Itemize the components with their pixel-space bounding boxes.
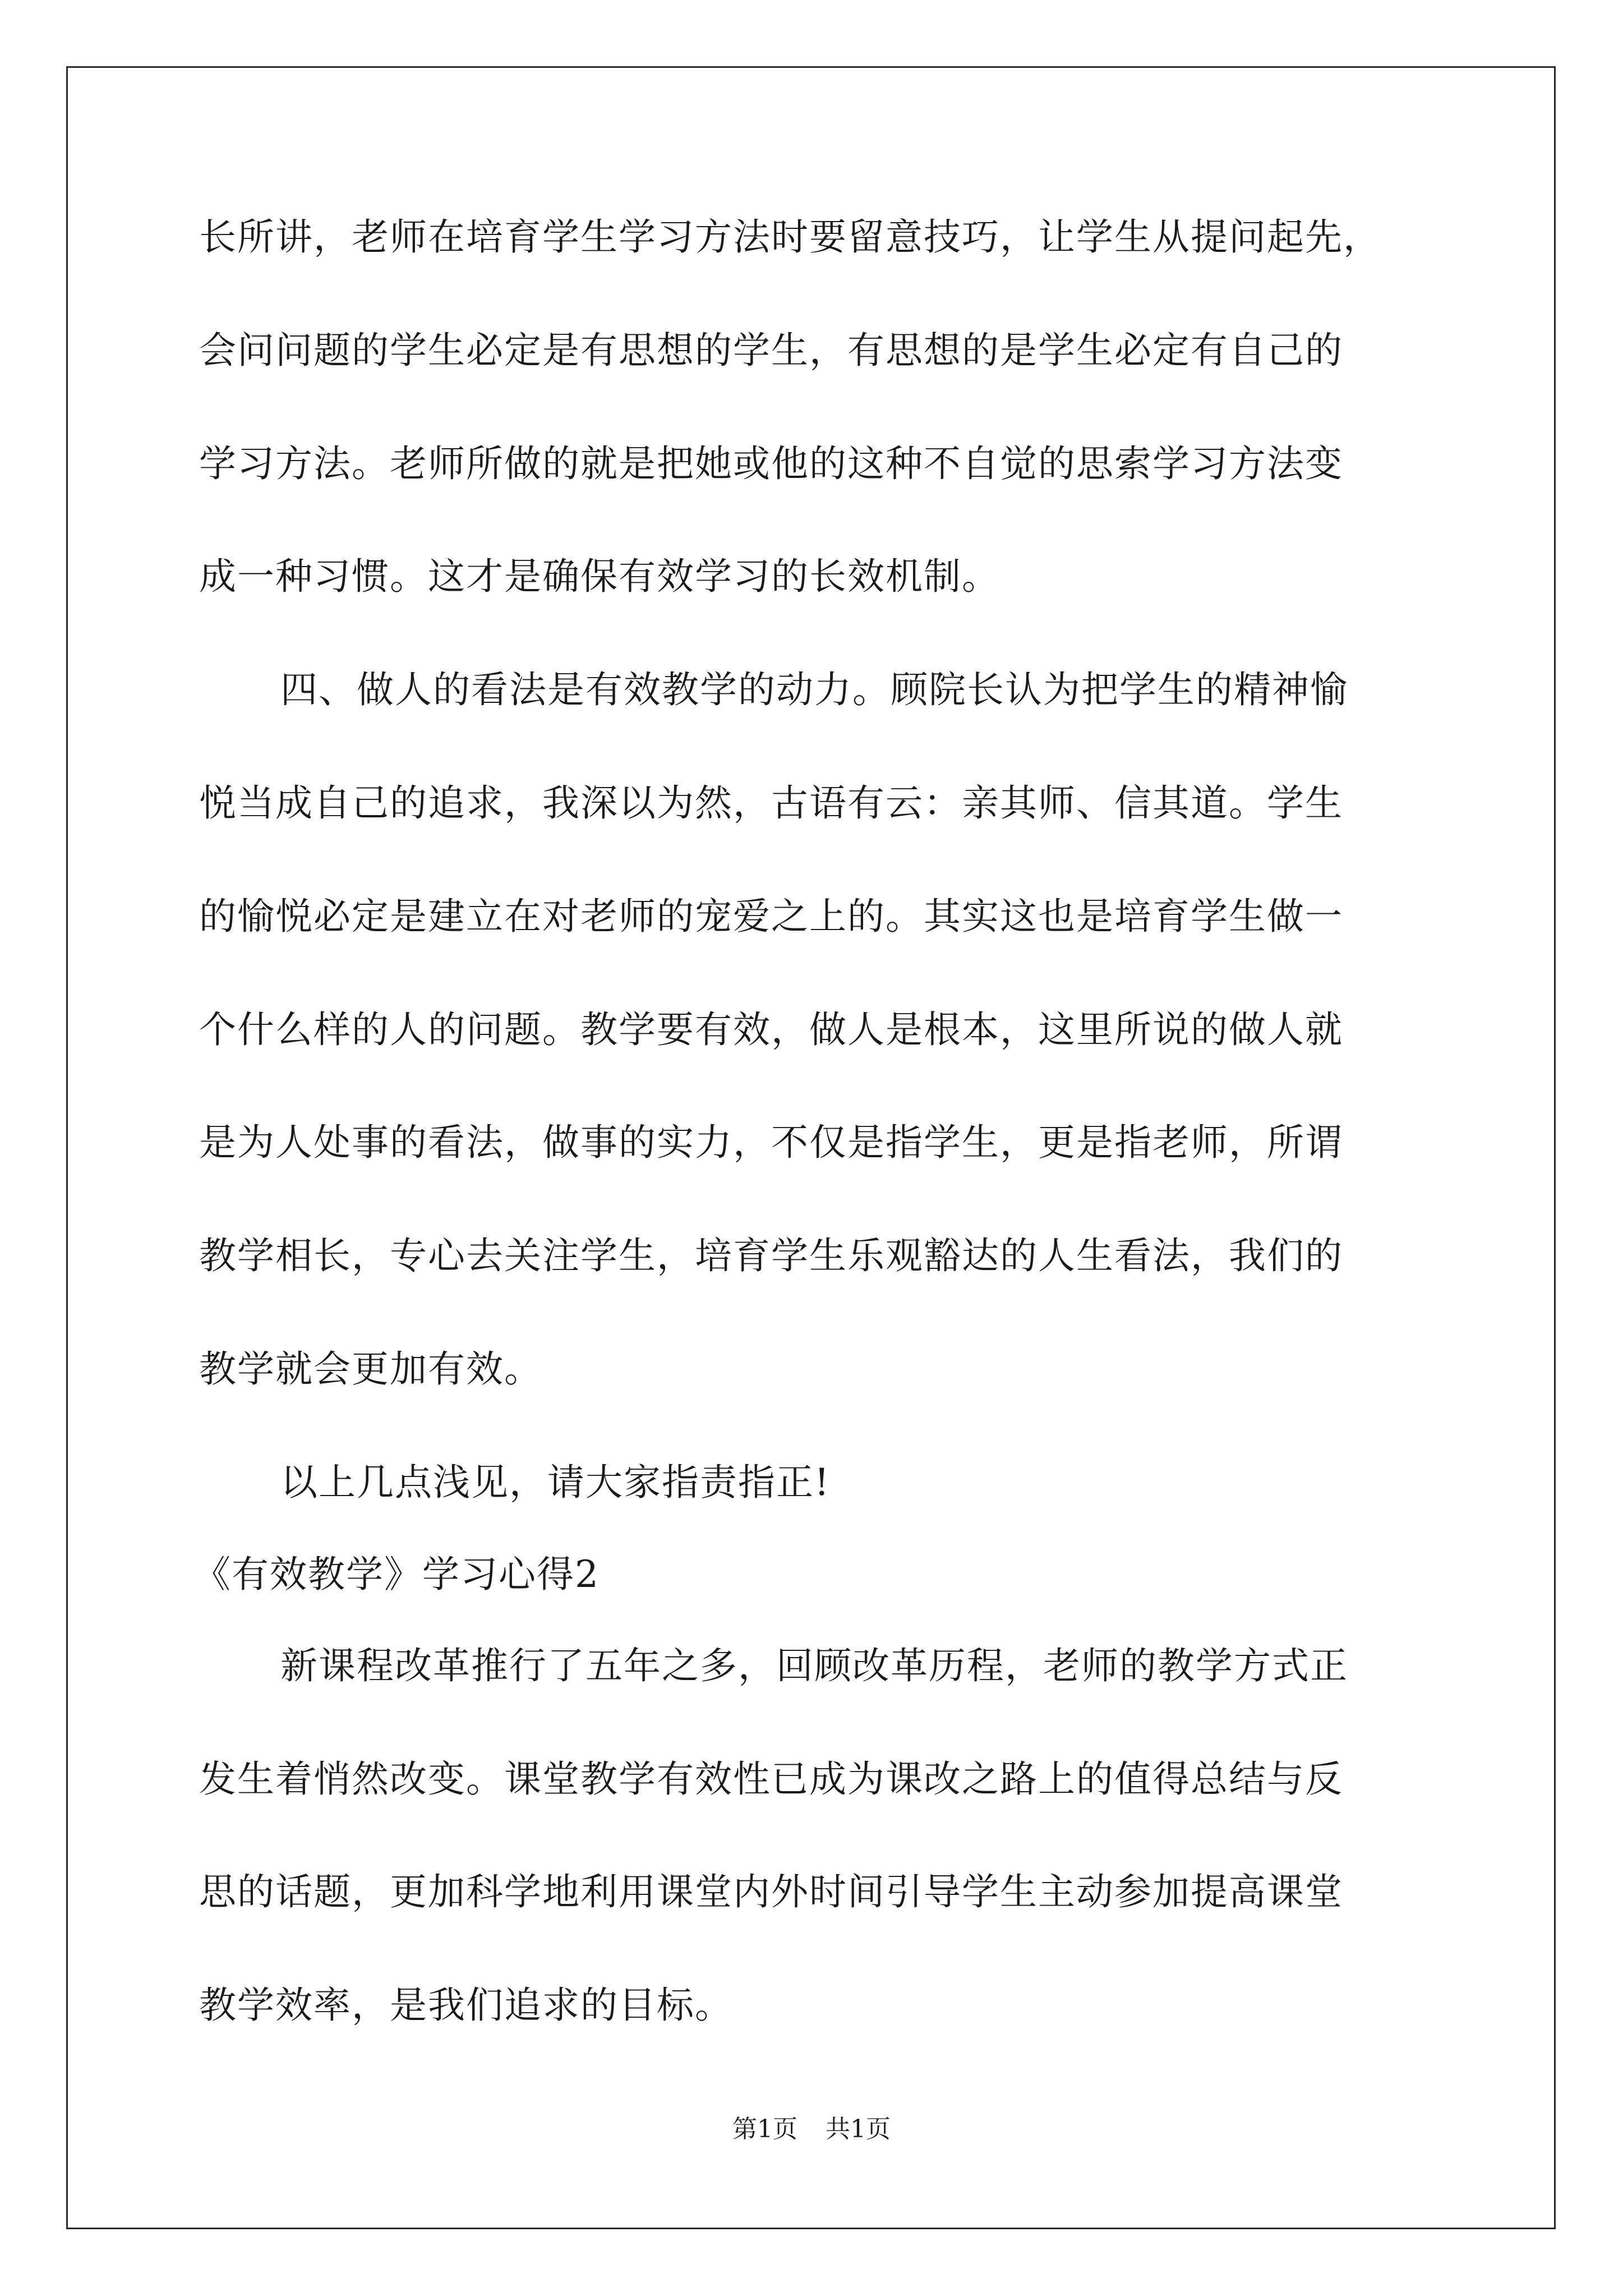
text-line: 教学相长，专心去关注学生，培育学生乐观豁达的人生看法，我们的 [199, 1234, 1343, 1277]
page-total: 共1页 [826, 2115, 891, 2143]
paragraph-start-line: 新课程改革推行了五年之多，回顾改革历程，老师的教学方式正 [280, 1644, 1348, 1687]
text-line: 悦当成自己的追求，我深以为然，古语有云：亲其师、信其道。学生 [199, 781, 1343, 825]
text-line: 是为人处事的看法，做事的实力，不仅是指学生，更是指老师，所谓 [199, 1121, 1343, 1164]
text-line: 个什么样的人的问题。教学要有效，做人是根本，这里所说的做人就 [199, 1008, 1343, 1051]
text-line: 长所讲，老师在培育学生学习方法时要留意技巧，让学生从提问起先， [199, 215, 1381, 259]
text-line: 成一种习惯。这才是确保有效学习的长效机制。 [199, 555, 1000, 598]
section-title: 《有效教学》学习心得2 [193, 1553, 600, 1596]
page-footer [0, 2114, 1623, 2145]
text-line: 教学效率，是我们追求的目标。 [199, 1984, 733, 2027]
paragraph-start-line: 四、做人的看法是有效教学的动力。顾院长认为把学生的精神愉 [280, 668, 1348, 711]
text-line: 会问问题的学生必定是有思想的学生，有思想的是学生必定有自己的 [199, 329, 1343, 372]
text-line: 教学就会更加有效。 [199, 1347, 542, 1391]
text-line: 学习方法。老师所做的就是把她或他的这种不自觉的思索学习方法变 [199, 442, 1343, 485]
text-line: 发生着悄然改变。课堂教学有效性已成为课改之路上的值得总结与反 [199, 1757, 1343, 1801]
page-number: 第1页 [732, 2115, 797, 2143]
paragraph-start-line: 以上几点浅见，请大家指责指正! [280, 1461, 831, 1504]
text-line: 的愉悦必定是建立在对老师的宠爱之上的。其实这也是培育学生做一 [199, 895, 1343, 938]
text-line: 思的话题，更加科学地利用课堂内外时间引导学生主动参加提高课堂 [199, 1870, 1343, 1913]
